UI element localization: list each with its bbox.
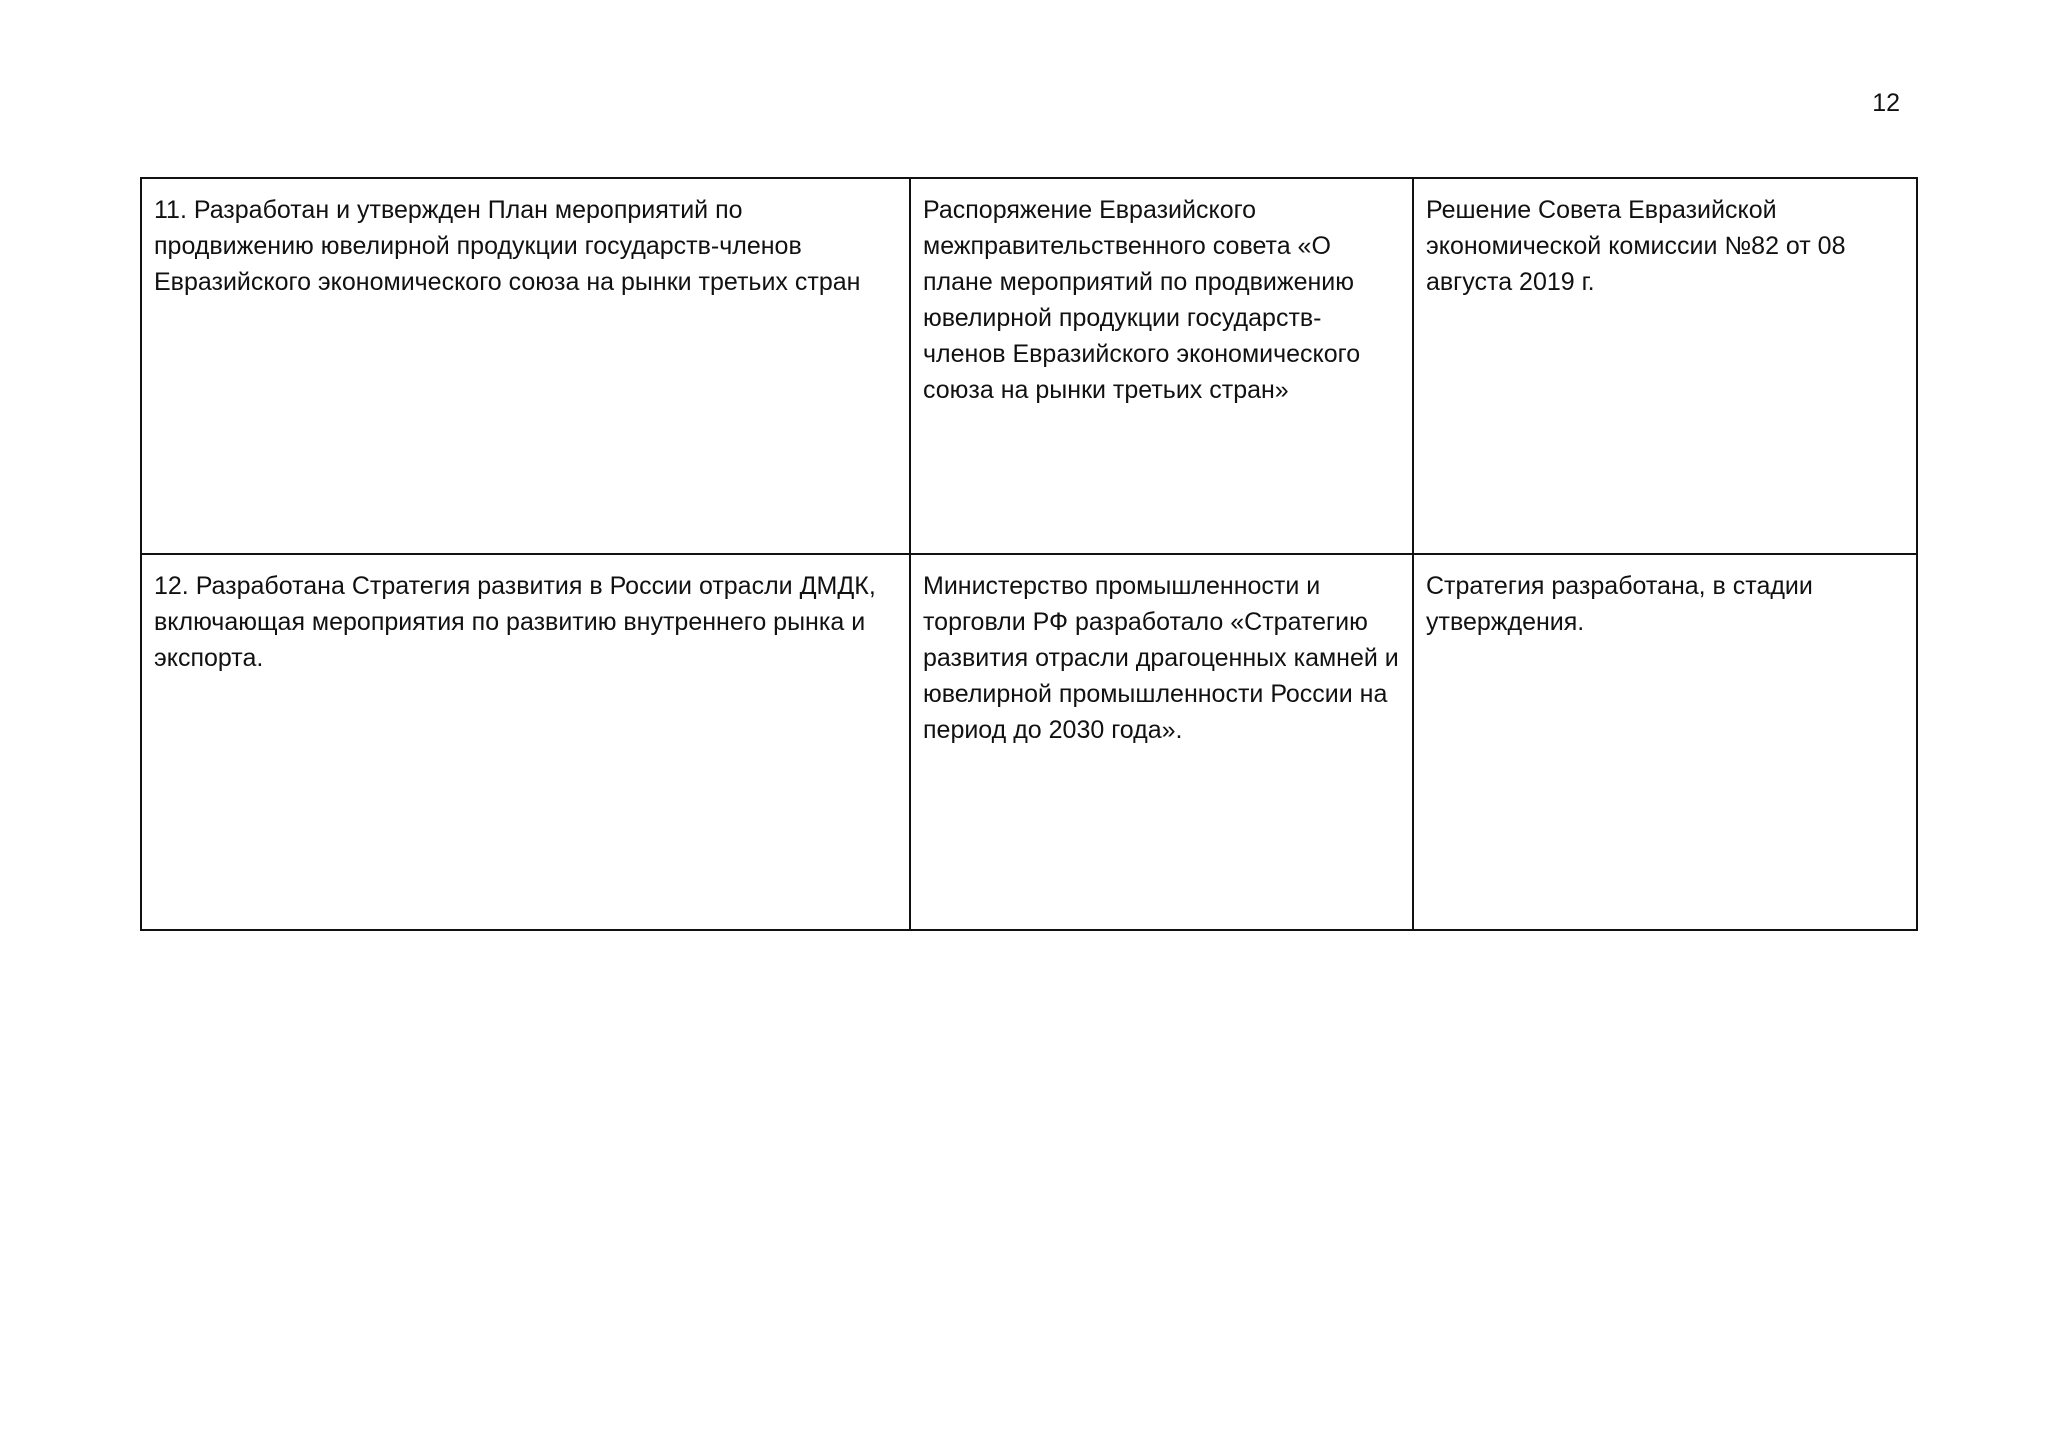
- document-cell: Распоряжение Евразийского межправительственного совета «О плане мероприятий по продвижению ювелирной продукции государств-членов Евразийского экономического союза на рынки третьих стран»: [910, 178, 1413, 554]
- document-cell: Министерство промышленности и торговли РФ разработало «Стратегию развития отрасли драгоценных камней и ювелирной промышленности России на период до 2030 года».: [910, 554, 1413, 930]
- status-cell: Стратегия разработана, в стадии утверждения.: [1413, 554, 1917, 930]
- status-cell: Решение Совета Евразийской экономической комиссии №82 от 08 августа 2019 г.: [1413, 178, 1917, 554]
- table-row: [141, 178, 1917, 554]
- measure-cell: 11. Разработан и утвержден План мероприятий по продвижению ювелирной продукции государств-членов Евразийского экономического союза на рынки третьих стран: [141, 178, 910, 554]
- measure-cell: 12. Разработана Стратегия развития в России отрасли ДМДК, включающая мероприятия по развитию внутреннего рынка и экспорта.: [141, 554, 910, 930]
- page-number: 12: [1872, 89, 1900, 117]
- table-row: [141, 554, 1917, 930]
- measures-table: [140, 177, 1918, 931]
